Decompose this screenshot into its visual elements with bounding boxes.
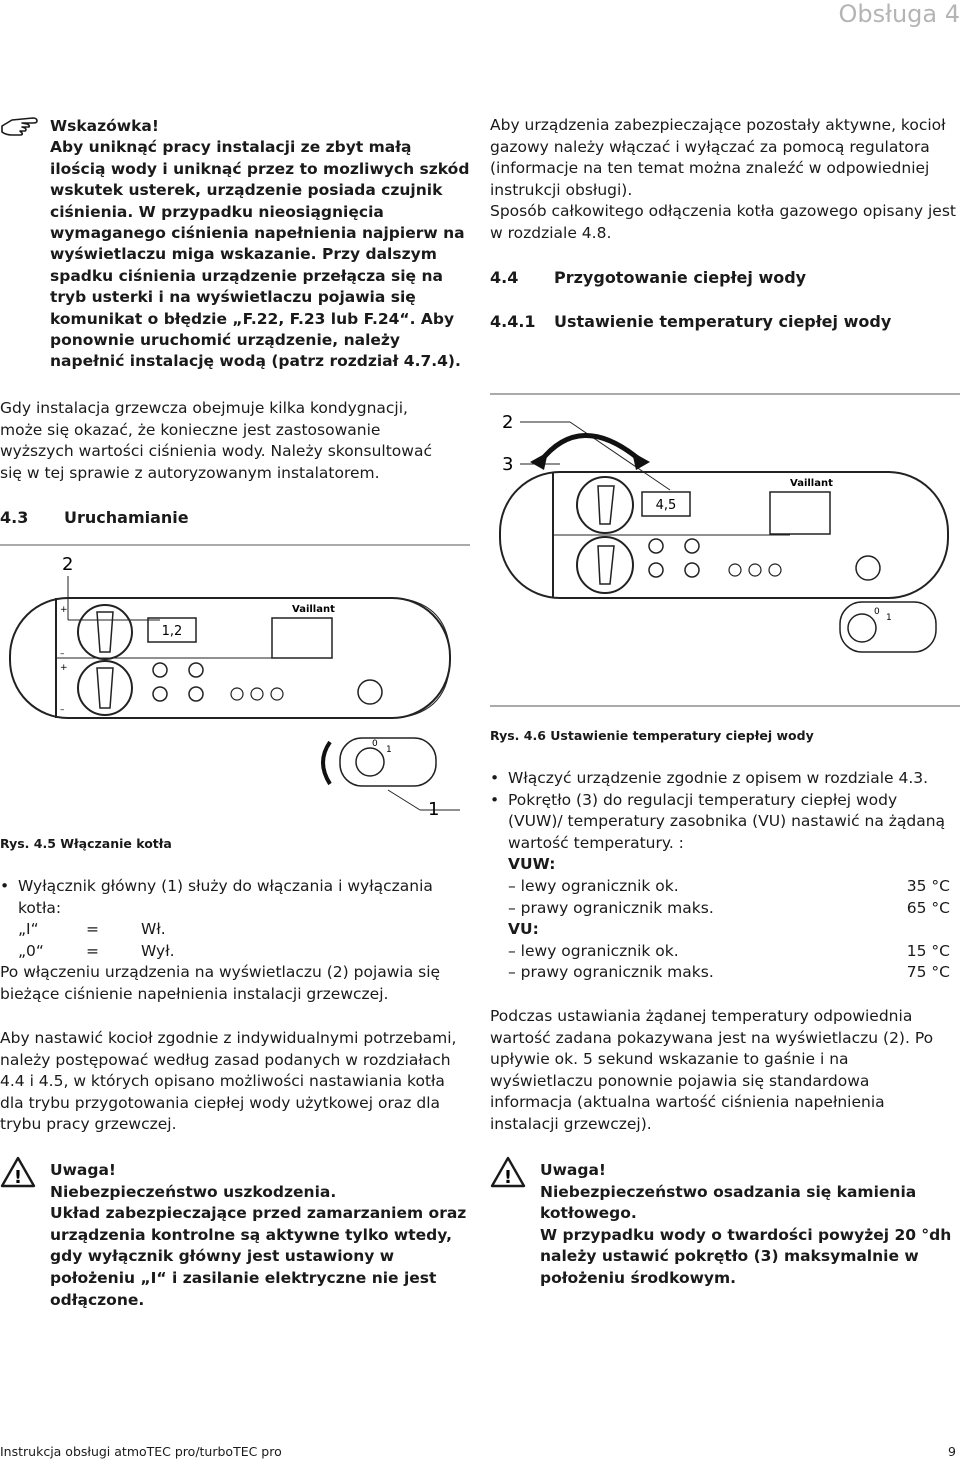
warning-icon [490, 1156, 526, 1188]
svg-text:!: ! [503, 1167, 513, 1188]
equals-sign: = [86, 941, 99, 960]
figure-4-6 [490, 390, 960, 710]
display-readout: 4,5 [655, 498, 677, 513]
switch-on-symbol: „I“ [18, 920, 39, 939]
bullet-main-switch: • Wyłącznik główny (1) służy do włączania i wyłączania kotła: [0, 876, 470, 919]
section-tab: Obsługa 4 [838, 0, 960, 28]
svg-text:+: + [60, 663, 68, 673]
limit-label: – prawy ogranicznik maks. [508, 898, 714, 917]
svg-text:+: + [60, 605, 68, 615]
switch-section [0, 876, 470, 1006]
vuw-label: VUW: [508, 855, 556, 874]
limit-label: – lewy ogranicznik ok. [508, 876, 679, 895]
tip-text: Aby uniknąć pracy instalacji ze zbyt małą ilością wody i uniknąć przez to mozliwych szkód wskutek usterek, urządzenie posiada czujnik ciśnienia. W przypadku nieosiągnięcia wymaganego ciśnienia napełnienia najpierw na wyświetlaczu miga wskazanie. Przy dalszym spadku ciśnienia urządzenie przełącza się na tryb usterki i na wyświetlaczu pojawia się komunikat o błędzie „F.22, F.23 lub F.24“. Aby ponownie uruchomić urządzenie, należy napełnić instalację wodą (patrz rozdział 4.7.4). [50, 138, 470, 371]
para-display: Po włączeniu urządzenia na wyświetlaczu (2) pojawia się bieżące ciśnienie napełnienia instalacji grzewczej. [0, 963, 441, 1003]
bullet-knob: • Pokrętło (3) do regulacji temperatury ciepłej wody (VUW)/ temperatury zasobnika (VU) nastawić na żądaną wartość temperatury. : [490, 790, 950, 855]
warning-text: Układ zabezpieczające przed zamarzaniem oraz urządzenia kontrolne są aktywne tylko wtedy, gdy wyłącznik główny jest ustawiony w położeniu „I“ i zasilanie elektryczne nie jest odłączone. [50, 1204, 467, 1309]
heading-4-4-1 [490, 312, 891, 331]
warning-subtitle: Niebezpieczeństwo uszkodzenia. [50, 1182, 337, 1201]
switch-label-0: 0 [874, 607, 880, 617]
caption-4-6: Rys. 4.6 Ustawienie temperatury ciepłej wody [490, 728, 814, 743]
temperature-limits [490, 854, 950, 984]
warning-title: Uwaga! [50, 1161, 116, 1179]
vu-right-row [508, 962, 950, 984]
warning-scale [540, 1160, 952, 1290]
brand-logo: Vaillant [790, 478, 833, 489]
heading-number: 4.4 [490, 268, 519, 287]
switch-label-0: 0 [372, 739, 378, 749]
limit-label: – lewy ogranicznik ok. [508, 941, 679, 960]
switch-label-1: 1 [886, 613, 892, 623]
warning-title: Uwaga! [540, 1161, 606, 1179]
warning-icon [0, 1156, 36, 1188]
heading-number: 4.4.1 [490, 312, 536, 331]
para-protect: Aby urządzenia zabezpieczające pozostały aktywne, kocioł gazowy należy włączać i wyłączać za pomocą regulatora (informacje na ten temat można znaleźć w odpowiedniej instrukcji obsługi). [490, 116, 946, 199]
heading-4-4 [490, 268, 806, 287]
switch-on-line [0, 919, 470, 941]
para-settings: Aby nastawić kocioł zgodnie z indywidualnymi potrzebami, należy postępować według zasad podanych w rozdziałach 4.4 i 4.5, w których opisano możliwości nastawiania kotła dla trybu przygotowania ciepłej wody użytkowej oraz dla trybu pracy grzewczej. [0, 1029, 457, 1134]
equals-sign: = [86, 920, 99, 939]
callout-2: 2 [62, 554, 74, 575]
switch-label-1: 1 [386, 745, 392, 755]
brand-logo: Vaillant [292, 604, 335, 615]
svg-text:–: – [60, 705, 65, 715]
heading-title: Ustawienie temperatury ciepłej wody [554, 312, 892, 331]
callout-3: 3 [502, 454, 514, 475]
warning-damage [50, 1160, 470, 1311]
switch-off-text: Wył. [141, 941, 175, 960]
vu-label: VU: [508, 920, 539, 939]
tip-box [50, 116, 470, 373]
switch-on-text: Wł. [141, 920, 166, 939]
figure-4-5 [0, 540, 470, 830]
heading-title: Uruchamianie [64, 508, 189, 527]
temperature-section [490, 768, 950, 984]
heading-number: 4.3 [0, 508, 29, 527]
limit-value: 15 °C [906, 941, 950, 960]
warning-subtitle: Niebezpieczeństwo osadzania się kamienia kotłowego. [540, 1182, 917, 1223]
limit-value: 35 °C [906, 876, 950, 895]
page-number: 9 [948, 1444, 956, 1459]
heading-4-3 [0, 508, 189, 527]
para-shutdown: Sposób całkowitego odłączenia kotła gazowego opisany jest w rozdziale 4.8. [490, 202, 956, 242]
callout-2: 2 [502, 412, 514, 433]
heading-title: Przygotowanie ciepłej wody [554, 268, 807, 287]
tip-title: Wskazówka! [50, 117, 159, 135]
right-intro [490, 115, 956, 245]
limit-value: 65 °C [906, 898, 950, 917]
svg-text:!: ! [13, 1167, 23, 1188]
switch-off-line [0, 941, 470, 963]
para-floors: Gdy instalacja grzewcza obejmuje kilka kondygnacji, może się okazać, że konieczne jest zastosowanie wyższych wartości ciśnienia wody. Należy skonsultować się w tej sprawie z autoryzowanym instalatorem. [0, 399, 432, 482]
vuw-left-row [508, 876, 950, 898]
vuw-right-row [508, 898, 950, 920]
callout-1: 1 [428, 799, 440, 820]
limit-value: 75 °C [906, 963, 950, 982]
footer-title: Instrukcja obsługi atmoTEC pro/turboTEC pro [0, 1444, 282, 1459]
limit-label: – prawy ogranicznik maks. [508, 963, 714, 982]
warning-text: W przypadku wody o twardości powyżej 20 °dh należy ustawić pokrętło (3) maksymalnie w położeniu środkowym. [540, 1225, 952, 1287]
para-setpoint: Podczas ustawiania żądanej temperatury odpowiednia wartość zadana pokazywana jest na wyświetlaczu (2). Po upływie ok. 5 sekund wskazanie to gaśnie i na wyświetlaczu ponownie pojawia się standardowa informacja (aktualna wartość ciśnienia napełnienia instalacji grzewczej). [490, 1007, 934, 1133]
display-readout: 1,2 [161, 624, 183, 639]
svg-text:–: – [60, 649, 65, 659]
bullet-switch-on: • Włączyć urządzenie zgodnie z opisem w rozdziale 4.3. [490, 768, 950, 790]
caption-4-5: Rys. 4.5 Włączanie kotła [0, 836, 172, 851]
pointing-hand-icon [0, 112, 40, 142]
vu-left-row [508, 941, 950, 963]
switch-off-symbol: „0“ [18, 941, 44, 960]
